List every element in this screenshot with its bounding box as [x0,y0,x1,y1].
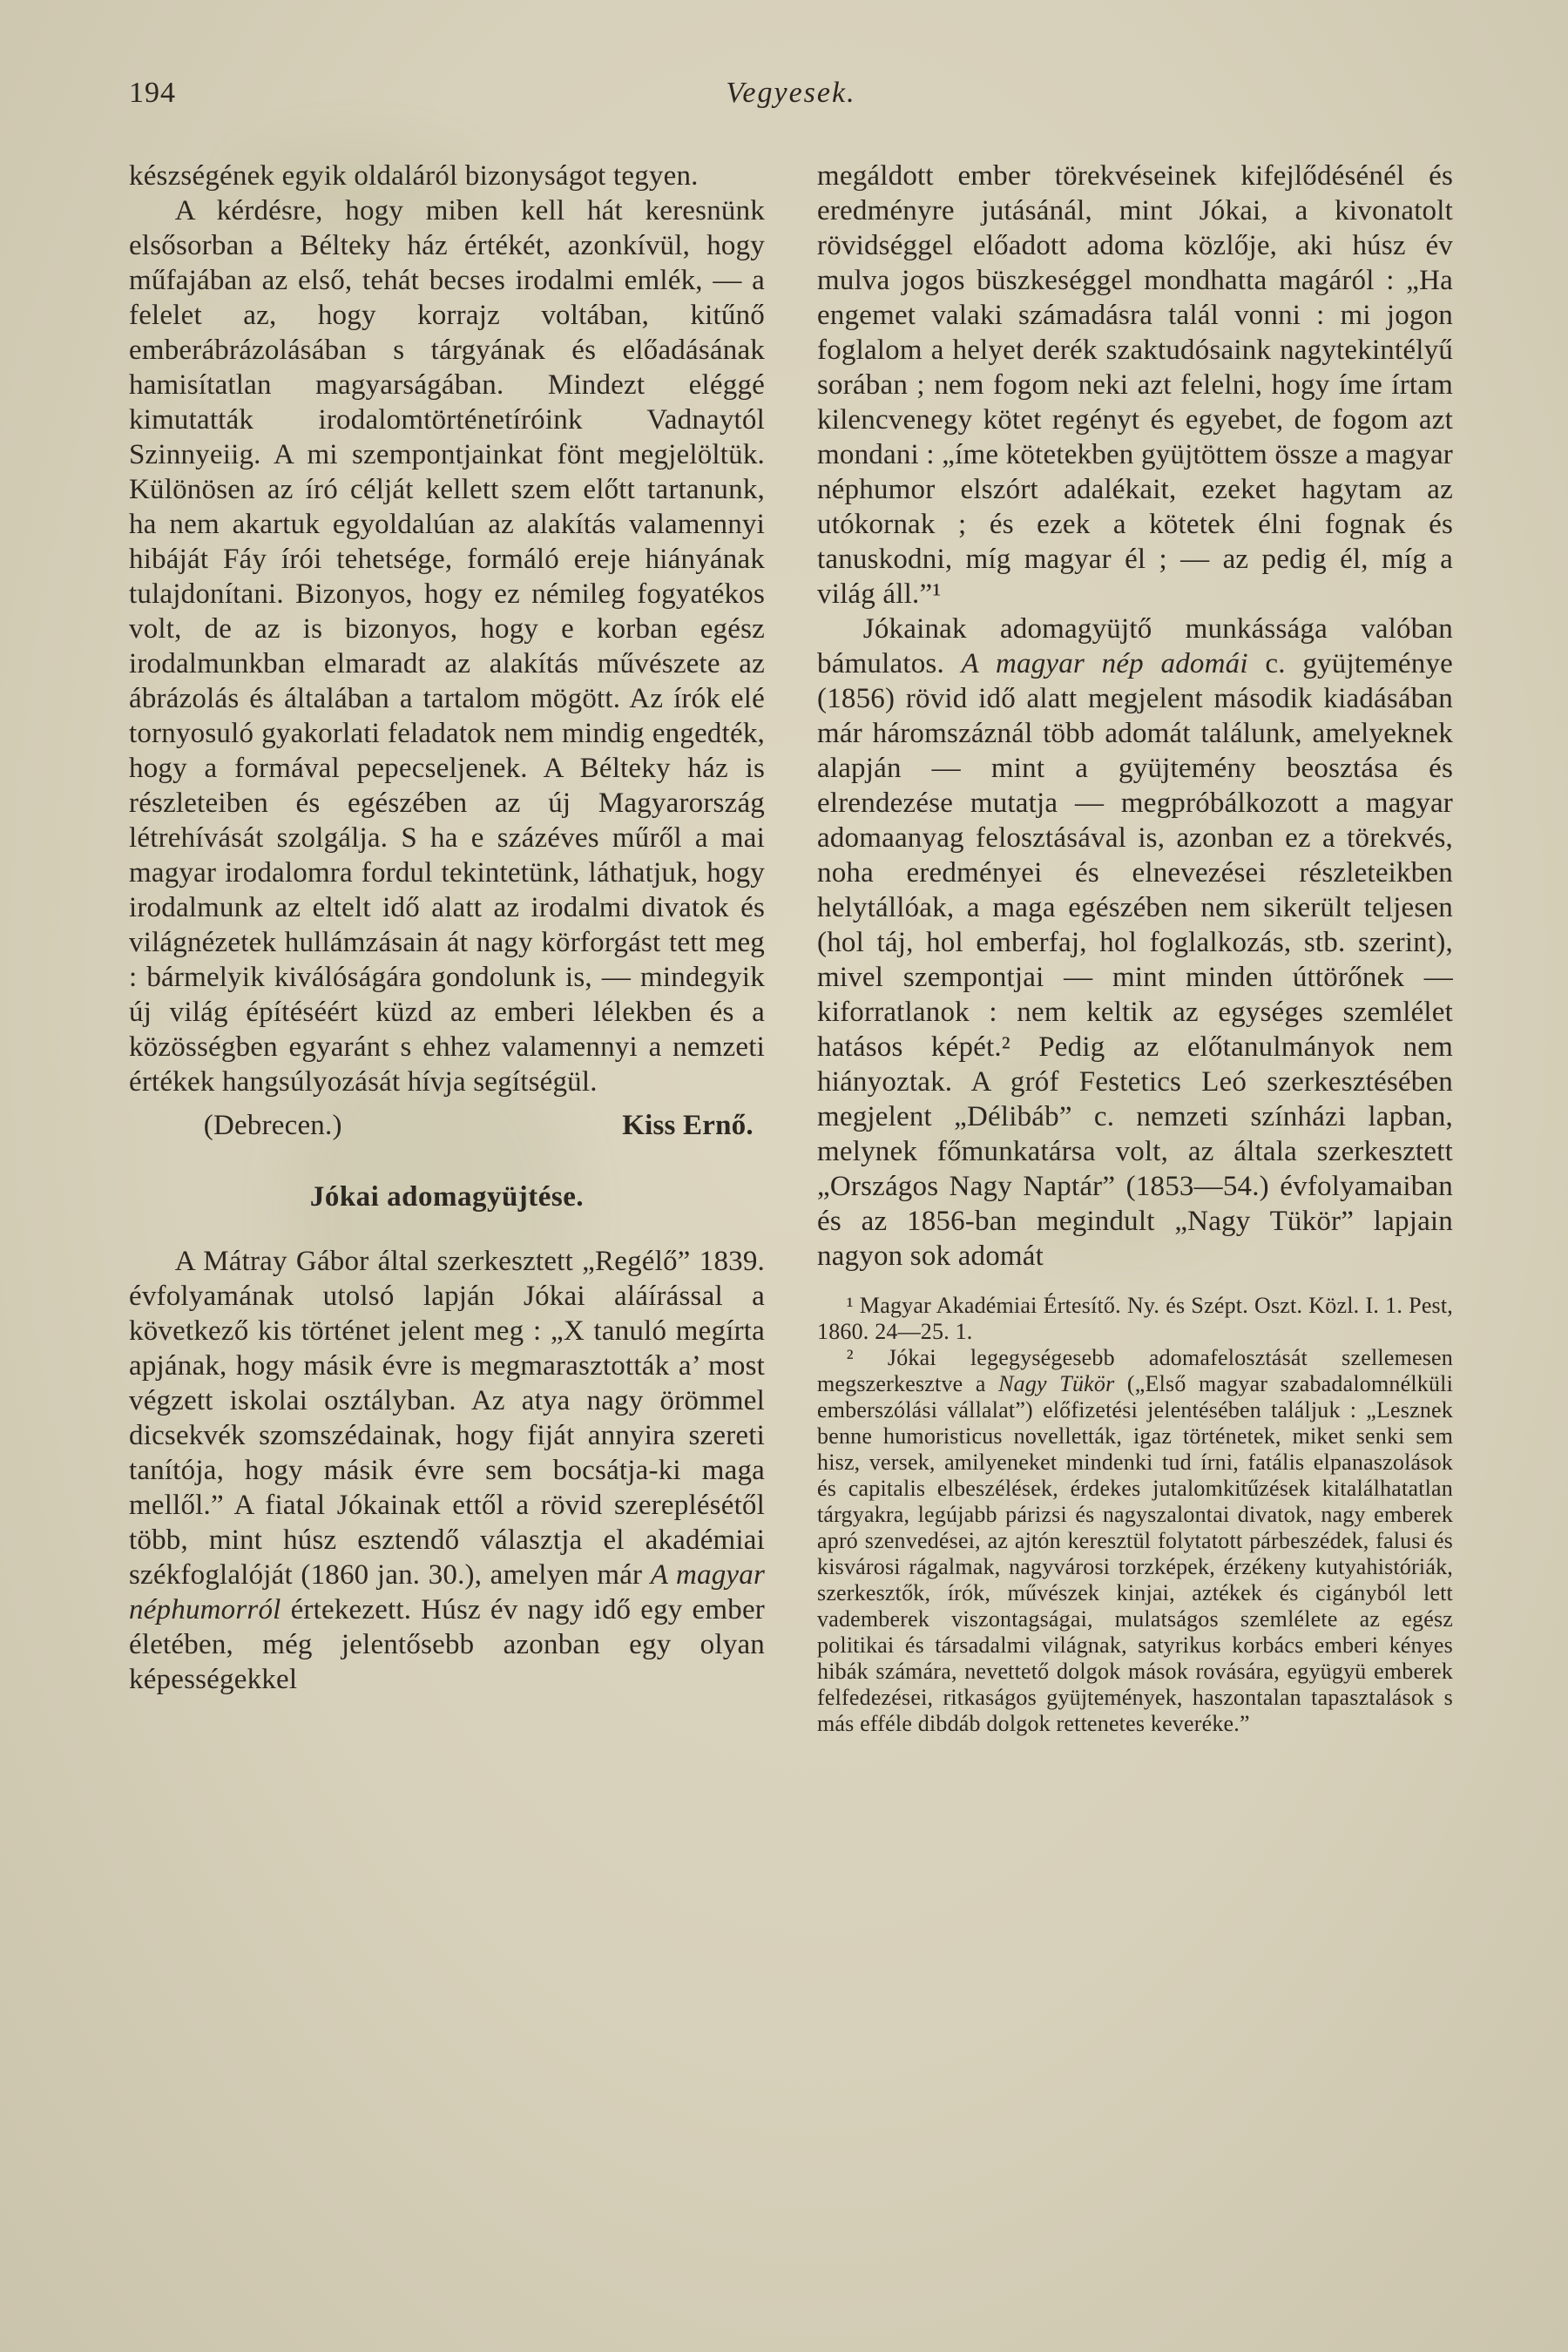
text-columns [129,159,1453,1737]
text-run: megáldott ember törekvéseinek kifejlődésénél és eredményre jutásánál, mint Jókai, a kivonatolt rövidséggel előadott adoma közlője, aki húsz év mulva jogos büszkeséggel mondhatta magáról : „Ha engemet valaki számadásra talál vonni : mi jogon foglalom a helyet derék szaktudósaink nagytekintélyű sorában ; nem fogom neki azt felelni, hogy íme írtam kilencvenegy kötet regényt és egyebet, de fogom azt mondani : „íme kötetekben gyüjtöttem össze a magyar néphumor elszórt adalékait, ezeket hagytam az utókornak ; és ezek a kötetek élni fognak és tanuskodni, míg magyar él ; — az pedig él, míg a világ áll.”¹ [817,160,1453,610]
italic-text-run: Nagy Tükör [998,1371,1115,1396]
text-run: értekezett. Húsz év nagy idő egy ember életében, még jelentősebb azonban egy olyan képességekkel [129,1594,765,1695]
left-column-section-text [129,1244,765,1697]
signature-place: (Debrecen.) [203,1110,342,1141]
text-run: („Első magyar szabadalomnélküli emberszólási vállalat”) előfizetési jelentésében találjuk : „Lesznek benne humoristicus novelletták, igaz történetek, miket senki sem hisz, versek, amilyeneket mindenki tud írni, fatális elpanaszolások és capitalis elbeszélések, érdekes jutalomkitűzések kitalálhatatlan tárgyakra, legújabb párizsi és nagyszalontai divatok, nagy emberek apró szenvedései, az ajtón keresztül folytatott párbeszédek, falusi és kisvárosi rágalmak, nagyvárosi torzképek, érzékeny kutyahistóriák, szerkesztők, írók, művészek kinjai, aztékek és cigányból lett vademberek viszontagságai, mulatságos szemlélete az egész politikai és társadalmi világnak, satyrikus korbács emberi kényes hibák számára, nevettető dolgok mások rovására, együgyü emberek felfedezései, ritkaságos gyüjtemények, haszontalan tapasztalások s más efféle dibdáb dolgok rettenetes keveréke.” [817,1371,1453,1736]
text-run: ¹ Magyar Akadémiai Értesítő. Ny. és Szépt. Oszt. Közl. I. 1. Pest, 1860. 24—25. 1. [817,1293,1453,1344]
italic-text-run: A magyar nép adomái [961,648,1248,679]
paragraph [129,1244,765,1697]
italic-text-run: A magyar néphumorról [129,1559,766,1625]
text-run: Jókainak adomagyüjtő munkássága valóban bámulatos. [817,613,1453,679]
text-run: készségének egyik oldaláról bizonyságot tegyen. [129,160,699,192]
paragraph [129,159,765,193]
paragraph [817,159,1453,612]
section-title: Jókai adomagyüjtése. [309,1181,585,1213]
text-run: c. gyüjteménye (1856) rövid idő alatt megjelent második kiadásában már háromszáznál több adomát találunk, amelyeknek alapján — mint a gyüjtemény beosztása és elrendezése mutatja — megpróbálkozott a magyar adomaanyag felosztásával is, azonban ez a törekvés, noha eredményei és elnevezései részleteikben helytállóak, a maga egészében nem sikerült teljesen (hol táj, hol emberfaj, hol foglalkozás, stb. szerint), mivel szempontjai — mint minden úttörőnek — kiforratlanok : nem keltik az egységes szemlélet hatásos képét.² Pedig az előtanulmányok nem hiányoztak. A gróf Festetics Leó szerkesztésében megjelent „Délibáb” c. nemzeti színházi lapban, melynek főmunkatársa volt, az általa szerkesztett „Országos Nagy Naptár” (1853—54.) évfolyamaiban és az 1856-ban megindult „Nagy Tükör” lapjain nagyon sok adomát [817,648,1453,1272]
text-run: A kérdésre, hogy miben kell hát keresnünk elsősorban a Bélteky ház értékét, azonkívül, hogy műfajában az első, tehát becses irodalmi emlék, — a felelet az, hogy korrajz voltában, kitűnő emberábrázolásában s tárgyának és előadásának hamisítatlan magyarságában. Mindezt eléggé kimutatták irodalomtörténetíróink Vadnaytól Szinnyeiig. A mi szempontjainkat fönt megjelöltük. Különösen az író célját kellett szem előtt tartanunk, ha nem akartuk egyoldalúan az alakítás valamennyi hibáját Fáy írói tehetsége, formáló ereje hiányának tulajdonítani. Bizonyos, hogy ez némileg fogyatékos volt, de az is bizonyos, hogy e korban egész irodalmunkban elmaradt az alakítás művészete az ábrázolás és általában a tartalom mögött. Az írók elé tornyosuló gyakorlati feladatok nem mindig engedték, hogy a formával pepecseljenek. A Bélteky ház is részleteiben és egészében az új Magyarország létrehívását szolgálja. S ha e százéves műről a mai magyar irodalomra fordul tekintetünk, láthatjuk, hogy irodalmunk az eltelt idő alatt az irodalmi divatok és világnézetek hullámzásain át nagy körforgást tett meg : bármelyik kiválóságára gondolunk is, — mindegyik új világ építéséért küzd az emberi lélekben és a közösségben egyaránt s ehhez valamennyi a nemzeti értékek hangsúlyozását hívja segítségül. [129,195,765,1098]
signature-row [129,1108,765,1143]
page-body [129,77,1453,1737]
footnote [817,1293,1453,1345]
text-run: ² Jókai legegységesebb adomafelosztását szellemesen megszerkesztve a [817,1345,1453,1396]
paragraph [129,193,765,1099]
paragraph [817,612,1453,1274]
left-column [129,159,765,1737]
page-header [129,77,1453,110]
page-number: 194 [129,77,176,109]
signature-author: Kiss Ernő. [622,1110,754,1141]
footnotes [817,1293,1453,1737]
footnote [817,1345,1453,1737]
right-column-text [817,159,1453,1274]
left-column-opening-text [129,159,765,1099]
running-title: Vegyesek. [726,77,856,109]
text-run: A Mátray Gábor által szerkesztett „Regélő” 1839. évfolyamának utolsó lapján Jókai aláírással a következő kis történet jelent meg : „X tanuló megírta apjának, hogy másik évre is megmarasztották a’ most végzett iskolai osztályban. Az atya nagy örömmel dicsekvék szomszédainak, hogy fiját annyira szereti tanítója, hogy másik évre sem bocsátja-ki maga mellől.” A fiatal Jókainak ettől a rövid szereplésétől több, mint húsz esztendő választja el akadémiai székfoglalóját (1860 jan. 30.), amelyen már [129,1246,765,1591]
right-column [817,159,1453,1737]
